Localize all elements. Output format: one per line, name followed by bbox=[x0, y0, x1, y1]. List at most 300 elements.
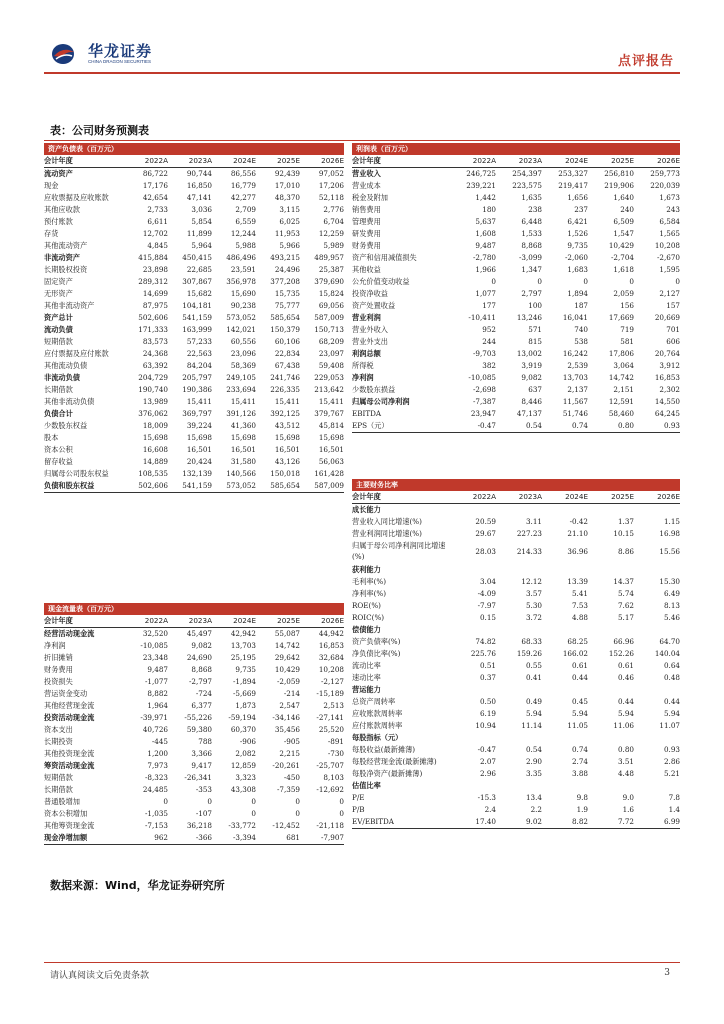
cell-value: 6,448 bbox=[521, 217, 542, 226]
cell-value: 23,947 bbox=[470, 409, 496, 418]
table-row bbox=[352, 768, 680, 780]
cell-value: 45,497 bbox=[186, 629, 212, 638]
table-header-row bbox=[352, 155, 680, 168]
row-label: 每股指标（元） bbox=[352, 733, 403, 742]
row-label: 总资产周转率 bbox=[352, 697, 396, 706]
table-row bbox=[44, 408, 344, 420]
cell-value: 14,550 bbox=[654, 397, 680, 406]
cell-value: 587,009 bbox=[314, 313, 344, 322]
cell-value: 1,077 bbox=[475, 289, 496, 298]
row-label: EV/EBITDA bbox=[352, 817, 394, 826]
cell-value: 0.54 bbox=[525, 421, 542, 430]
row-label: 普通股增加 bbox=[44, 797, 80, 806]
cell-value: 3,115 bbox=[279, 205, 300, 214]
cell-value: 166.02 bbox=[562, 649, 588, 658]
row-label: 销售费用 bbox=[352, 205, 381, 214]
cell-value bbox=[542, 624, 588, 636]
cell-value: 23,898 bbox=[142, 265, 168, 274]
cell-value: 39,224 bbox=[186, 421, 212, 430]
column-header: 2024E bbox=[233, 616, 256, 625]
cell-value: 379,767 bbox=[314, 409, 344, 418]
cell-value: 8.82 bbox=[571, 817, 588, 826]
cell-value: -0.42 bbox=[569, 517, 588, 526]
row-label: 负债和股东权益 bbox=[44, 481, 95, 490]
cell-value: 68,209 bbox=[318, 337, 344, 346]
cell-value bbox=[450, 780, 496, 792]
row-label: 应付票据及应付账款 bbox=[44, 349, 109, 358]
cell-value: 3.35 bbox=[525, 769, 542, 778]
cell-value: 11.06 bbox=[613, 721, 634, 730]
cell-value: 25,520 bbox=[318, 725, 344, 734]
table-row bbox=[352, 696, 680, 708]
cell-value: 6.49 bbox=[663, 589, 680, 598]
cell-value: 152.26 bbox=[608, 649, 634, 658]
row-label: 非流动资产 bbox=[44, 253, 80, 262]
cell-value: 369,797 bbox=[182, 409, 212, 418]
cell-value bbox=[496, 780, 542, 792]
cell-value: 83,573 bbox=[142, 337, 168, 346]
cell-value: 0.51 bbox=[479, 661, 496, 670]
cell-value: 788 bbox=[198, 737, 212, 746]
cell-value: 249,105 bbox=[226, 373, 256, 382]
cell-value: 9,735 bbox=[567, 241, 588, 250]
cell-value: 13,703 bbox=[230, 641, 256, 650]
row-label: 归属母公司净利润 bbox=[352, 397, 410, 406]
cell-value: 1,964 bbox=[147, 701, 168, 710]
cell-value: 2,059 bbox=[613, 289, 634, 298]
dragon-logo-icon bbox=[50, 42, 84, 66]
cell-value: 7.53 bbox=[571, 601, 588, 610]
cell-value: -7,359 bbox=[276, 785, 300, 794]
cell-value: 180 bbox=[482, 205, 496, 214]
cell-value: 16,853 bbox=[318, 641, 344, 650]
cell-value: 23,591 bbox=[230, 265, 256, 274]
column-header: 会计年度 bbox=[44, 616, 73, 625]
cell-value: 225.76 bbox=[470, 649, 496, 658]
cell-value: 952 bbox=[482, 325, 496, 334]
cell-value: 2.2 bbox=[530, 805, 542, 814]
column-header: 2026E bbox=[657, 492, 680, 501]
table-title: 主要财务比率 bbox=[352, 479, 680, 491]
cell-value: 1,595 bbox=[659, 265, 680, 274]
cell-value: 1,200 bbox=[147, 749, 168, 758]
cell-value: 9,082 bbox=[521, 373, 542, 382]
cell-value: 190,386 bbox=[182, 385, 212, 394]
cell-value: -7,907 bbox=[320, 833, 344, 842]
cell-value: 3.04 bbox=[479, 577, 496, 586]
cell-value bbox=[450, 732, 496, 744]
cell-value: 15,735 bbox=[274, 289, 300, 298]
row-label: 其他投资现金流 bbox=[44, 749, 95, 758]
cell-value: 376,062 bbox=[138, 409, 168, 418]
cell-value: 24,690 bbox=[186, 653, 212, 662]
cell-value: 11.07 bbox=[659, 721, 680, 730]
cell-value: 2.4 bbox=[484, 805, 496, 814]
cell-value: 3.72 bbox=[525, 613, 542, 622]
cell-value: 87,975 bbox=[142, 301, 168, 310]
table-row bbox=[44, 180, 344, 192]
cell-value bbox=[588, 504, 634, 516]
cell-value bbox=[588, 780, 634, 792]
row-label: 毛利率(%) bbox=[352, 577, 387, 586]
column-header: 会计年度 bbox=[44, 156, 73, 165]
table-row bbox=[44, 772, 344, 784]
cell-value: 2,215 bbox=[279, 749, 300, 758]
row-label: P/B bbox=[352, 805, 365, 814]
table-row bbox=[352, 708, 680, 720]
cell-value: 12,259 bbox=[318, 229, 344, 238]
column-header: 2024E bbox=[565, 156, 588, 165]
table-row bbox=[352, 312, 680, 324]
cell-value: 1,683 bbox=[567, 265, 588, 274]
cell-value: 1,608 bbox=[475, 229, 496, 238]
table-row bbox=[352, 744, 680, 756]
cell-value: 10,429 bbox=[608, 241, 634, 250]
cell-value: 237 bbox=[574, 205, 588, 214]
cell-value: 32,520 bbox=[142, 629, 168, 638]
cell-value: 16,501 bbox=[230, 445, 256, 454]
cell-value: 12,859 bbox=[230, 761, 256, 770]
row-label: 少数股东损益 bbox=[352, 385, 396, 394]
table-row bbox=[44, 480, 344, 493]
row-label: 财务费用 bbox=[44, 665, 73, 674]
cell-value: 20.59 bbox=[475, 517, 496, 526]
cell-value: 244 bbox=[482, 337, 496, 346]
table-row bbox=[352, 564, 680, 576]
cell-value: -445 bbox=[151, 737, 168, 746]
cell-value: -34,146 bbox=[272, 713, 300, 722]
cell-value: 21.10 bbox=[567, 529, 588, 538]
cell-value: 233,694 bbox=[226, 385, 256, 394]
cell-value: 24,368 bbox=[142, 349, 168, 358]
row-label: 长期借款 bbox=[44, 785, 73, 794]
cell-value: 243 bbox=[666, 205, 680, 214]
table-row bbox=[44, 832, 344, 845]
table-row bbox=[44, 372, 344, 384]
cell-value bbox=[542, 684, 588, 696]
column-header: 2024E bbox=[565, 492, 588, 501]
cell-value: -15,189 bbox=[316, 689, 344, 698]
cell-value: 66.96 bbox=[613, 637, 634, 646]
table-row bbox=[44, 360, 344, 372]
cell-value: 0 bbox=[675, 277, 680, 286]
cell-value: 0.74 bbox=[571, 421, 588, 430]
cell-value: 1.15 bbox=[663, 517, 680, 526]
cell-value: 13,703 bbox=[562, 373, 588, 382]
column-header: 会计年度 bbox=[352, 156, 381, 165]
cell-value: 1,873 bbox=[235, 701, 256, 710]
cell-value: 55,087 bbox=[274, 629, 300, 638]
table-row bbox=[352, 684, 680, 696]
cell-value: 220,039 bbox=[650, 181, 680, 190]
figure-title-divider bbox=[44, 140, 680, 141]
cell-value: 11.05 bbox=[567, 721, 588, 730]
cell-value: 962 bbox=[154, 833, 168, 842]
cell-value: 44,942 bbox=[318, 629, 344, 638]
cell-value: 11.14 bbox=[521, 721, 542, 730]
table-title: 资产负债表（百万元） bbox=[44, 143, 344, 155]
cell-value: -214 bbox=[283, 689, 300, 698]
cell-value: 2.07 bbox=[479, 757, 496, 766]
table-row bbox=[44, 468, 344, 480]
cell-value: 3.51 bbox=[617, 757, 634, 766]
cell-value: 815 bbox=[528, 337, 542, 346]
cell-value: 0.37 bbox=[479, 673, 496, 682]
cell-value: 51,746 bbox=[562, 409, 588, 418]
table-row bbox=[44, 688, 344, 700]
cell-value: 10.94 bbox=[475, 721, 496, 730]
row-label: 流动比率 bbox=[352, 661, 381, 670]
cell-value: 0.45 bbox=[571, 697, 588, 706]
row-label: 资本支出 bbox=[44, 725, 73, 734]
table-row bbox=[352, 504, 680, 516]
cell-value: 289,312 bbox=[138, 277, 168, 286]
cell-value: 20,669 bbox=[654, 313, 680, 322]
key-ratios-table bbox=[352, 479, 680, 829]
cell-value: 3.88 bbox=[571, 769, 588, 778]
table-row bbox=[44, 264, 344, 276]
cell-value: 11,567 bbox=[562, 397, 588, 406]
cell-value: 2.96 bbox=[479, 769, 496, 778]
cell-value: 5.17 bbox=[617, 613, 634, 622]
cell-value: 68.33 bbox=[521, 637, 542, 646]
table-row bbox=[44, 312, 344, 324]
row-label: 公允价值变动收益 bbox=[352, 277, 410, 286]
cell-value bbox=[588, 564, 634, 576]
cell-value: 307,867 bbox=[182, 277, 212, 286]
cell-value: 213,642 bbox=[314, 385, 344, 394]
cell-value bbox=[450, 624, 496, 636]
cell-value: 226,335 bbox=[270, 385, 300, 394]
cell-value: 177 bbox=[482, 301, 496, 310]
cell-value: 20,424 bbox=[186, 457, 212, 466]
row-label: 净利润 bbox=[44, 641, 66, 650]
cell-value: 0 bbox=[583, 277, 588, 286]
row-label: 预付账款 bbox=[44, 217, 73, 226]
cell-value: 0.44 bbox=[571, 673, 588, 682]
table-row bbox=[352, 216, 680, 228]
cell-value: 1.37 bbox=[617, 517, 634, 526]
row-label: 净利润 bbox=[352, 373, 374, 382]
cell-value: 36,218 bbox=[186, 821, 212, 830]
cell-value: 68.25 bbox=[567, 637, 588, 646]
row-label: 获利能力 bbox=[352, 565, 381, 574]
cell-value: 64.70 bbox=[659, 637, 680, 646]
column-header: 2026E bbox=[321, 156, 344, 165]
cell-value: 36.96 bbox=[567, 547, 588, 556]
row-label: 现金净增加额 bbox=[44, 833, 88, 842]
cell-value: -3,394 bbox=[232, 833, 256, 842]
table-row bbox=[44, 808, 344, 820]
cell-value: 5.74 bbox=[617, 589, 634, 598]
table-row bbox=[352, 276, 680, 288]
cell-value: 681 bbox=[286, 833, 300, 842]
cell-value: -906 bbox=[239, 737, 256, 746]
cell-value: 35,456 bbox=[274, 725, 300, 734]
row-label: 其他非流动负债 bbox=[44, 397, 95, 406]
cell-value: 573,052 bbox=[226, 313, 256, 322]
cell-value: 8,103 bbox=[323, 773, 344, 782]
cell-value: 15,698 bbox=[318, 433, 344, 442]
cell-value: 0 bbox=[629, 277, 634, 286]
row-label: 经营活动现金流 bbox=[44, 629, 95, 638]
row-label: 少数股东权益 bbox=[44, 421, 88, 430]
cell-value: 15,698 bbox=[186, 433, 212, 442]
row-label: 资产处置收益 bbox=[352, 301, 396, 310]
cell-value: 0.44 bbox=[617, 697, 634, 706]
cell-value: -21,118 bbox=[316, 821, 344, 830]
cell-value: 8,446 bbox=[521, 397, 542, 406]
cell-value: 1.9 bbox=[576, 805, 588, 814]
table-row bbox=[352, 792, 680, 804]
cell-value: 585,654 bbox=[270, 481, 300, 490]
table-row bbox=[44, 444, 344, 456]
cell-value: 227.23 bbox=[516, 529, 542, 538]
cell-value bbox=[450, 564, 496, 576]
cell-value: -891 bbox=[327, 737, 344, 746]
cell-value bbox=[588, 624, 634, 636]
footer-divider bbox=[44, 962, 680, 963]
row-label: 估值比率 bbox=[352, 781, 381, 790]
row-label: 营运能力 bbox=[352, 685, 381, 694]
cell-value: 0.48 bbox=[663, 673, 680, 682]
cell-value: 16,501 bbox=[186, 445, 212, 454]
cell-value: 12,702 bbox=[142, 229, 168, 238]
cell-value: 377,208 bbox=[270, 277, 300, 286]
cell-value: 15,824 bbox=[318, 289, 344, 298]
cell-value: 63,392 bbox=[142, 361, 168, 370]
cell-value: 43,126 bbox=[274, 457, 300, 466]
cell-value: -4.09 bbox=[477, 589, 496, 598]
table-row bbox=[44, 712, 344, 724]
cell-value: 5,964 bbox=[191, 241, 212, 250]
cell-value: 2,709 bbox=[235, 205, 256, 214]
cell-value: 75,777 bbox=[274, 301, 300, 310]
row-label: 固定资产 bbox=[44, 277, 73, 286]
cell-value: 1,966 bbox=[475, 265, 496, 274]
cell-value: 142,021 bbox=[226, 325, 256, 334]
cell-value: 12.12 bbox=[521, 577, 542, 586]
table-row bbox=[352, 720, 680, 732]
column-header: 2023A bbox=[188, 156, 212, 165]
cell-value: 13,246 bbox=[516, 313, 542, 322]
cell-value: 1,347 bbox=[521, 265, 542, 274]
cell-value: -7,387 bbox=[472, 397, 496, 406]
cell-value: 1,673 bbox=[659, 193, 680, 202]
row-label: 负债合计 bbox=[44, 409, 73, 418]
table-header-row bbox=[352, 491, 680, 504]
table-row bbox=[352, 540, 680, 564]
cell-value: 16,501 bbox=[318, 445, 344, 454]
cell-value: 2.86 bbox=[663, 757, 680, 766]
cell-value: 161,428 bbox=[314, 469, 344, 478]
cell-value: 17,176 bbox=[142, 181, 168, 190]
cell-value: 14,889 bbox=[142, 457, 168, 466]
cell-value: 2,302 bbox=[659, 385, 680, 394]
table-row bbox=[352, 804, 680, 816]
cell-value: 58,460 bbox=[608, 409, 634, 418]
cell-value: 8,868 bbox=[191, 665, 212, 674]
column-header: 2022A bbox=[144, 156, 168, 165]
cell-value: 240 bbox=[620, 205, 634, 214]
cell-value: 4.88 bbox=[571, 613, 588, 622]
cell-value: 92,439 bbox=[274, 169, 300, 178]
cell-value: -730 bbox=[327, 749, 344, 758]
cell-value: 17,806 bbox=[608, 349, 634, 358]
cell-value: 7.72 bbox=[617, 817, 634, 826]
cell-value: 219,906 bbox=[604, 181, 634, 190]
cell-value: 1,656 bbox=[567, 193, 588, 202]
table-row bbox=[44, 324, 344, 336]
table-row bbox=[44, 796, 344, 808]
cell-value: -26,341 bbox=[184, 773, 212, 782]
table-row bbox=[352, 240, 680, 252]
table-row bbox=[352, 780, 680, 792]
cell-value: 15,411 bbox=[186, 397, 212, 406]
cell-value: 1,894 bbox=[567, 289, 588, 298]
cell-value: 581 bbox=[620, 337, 634, 346]
row-label: 其他收益 bbox=[352, 265, 381, 274]
cell-value: 15,698 bbox=[230, 433, 256, 442]
cell-value: 6,559 bbox=[235, 217, 256, 226]
cell-value: 104,181 bbox=[182, 301, 212, 310]
cell-value: 2,082 bbox=[235, 749, 256, 758]
table-row bbox=[352, 348, 680, 360]
cell-value: 7,973 bbox=[147, 761, 168, 770]
cell-value: 740 bbox=[574, 325, 588, 334]
row-label: 资本公积增加 bbox=[44, 809, 88, 818]
row-label: 存货 bbox=[44, 229, 59, 238]
cell-value: 163,999 bbox=[182, 325, 212, 334]
cell-value: 23,096 bbox=[230, 349, 256, 358]
cell-value: 502,606 bbox=[138, 313, 168, 322]
row-label: ROIC(%) bbox=[352, 613, 385, 622]
cell-value: 59,380 bbox=[186, 725, 212, 734]
cell-value: 0.41 bbox=[525, 673, 542, 682]
cell-value: 22,563 bbox=[186, 349, 212, 358]
cell-value: 15.56 bbox=[659, 547, 680, 556]
cell-value: 22,685 bbox=[186, 265, 212, 274]
cash-flow-table bbox=[44, 603, 344, 845]
cell-value: -450 bbox=[283, 773, 300, 782]
cell-value: -15.3 bbox=[477, 793, 496, 802]
cell-value: 379,690 bbox=[314, 277, 344, 286]
column-header: 2026E bbox=[657, 156, 680, 165]
cell-value: 132,139 bbox=[182, 469, 212, 478]
row-label: 现金 bbox=[44, 181, 59, 190]
table-row bbox=[44, 724, 344, 736]
table-row bbox=[44, 420, 344, 432]
cell-value: 9,487 bbox=[147, 665, 168, 674]
row-label: 资产和信用减值损失 bbox=[352, 253, 417, 262]
cell-value: 0 bbox=[339, 797, 344, 806]
table-row bbox=[44, 192, 344, 204]
row-label: 股本 bbox=[44, 433, 59, 442]
cell-value: 1,565 bbox=[659, 229, 680, 238]
logo-english-name: CHINA DRAGON SECURITIES bbox=[88, 59, 152, 64]
row-label: 营业收入 bbox=[352, 169, 381, 178]
table-row bbox=[44, 784, 344, 796]
row-label: 营业成本 bbox=[352, 181, 381, 190]
cell-value: -12,452 bbox=[272, 821, 300, 830]
cell-value: 5.46 bbox=[663, 613, 680, 622]
cell-value: -2,059 bbox=[276, 677, 300, 686]
row-label: 投资活动现金流 bbox=[44, 713, 95, 722]
cell-value bbox=[588, 684, 634, 696]
cell-value: 56,063 bbox=[318, 457, 344, 466]
cell-value: -0.47 bbox=[477, 421, 496, 430]
cell-value bbox=[496, 684, 542, 696]
